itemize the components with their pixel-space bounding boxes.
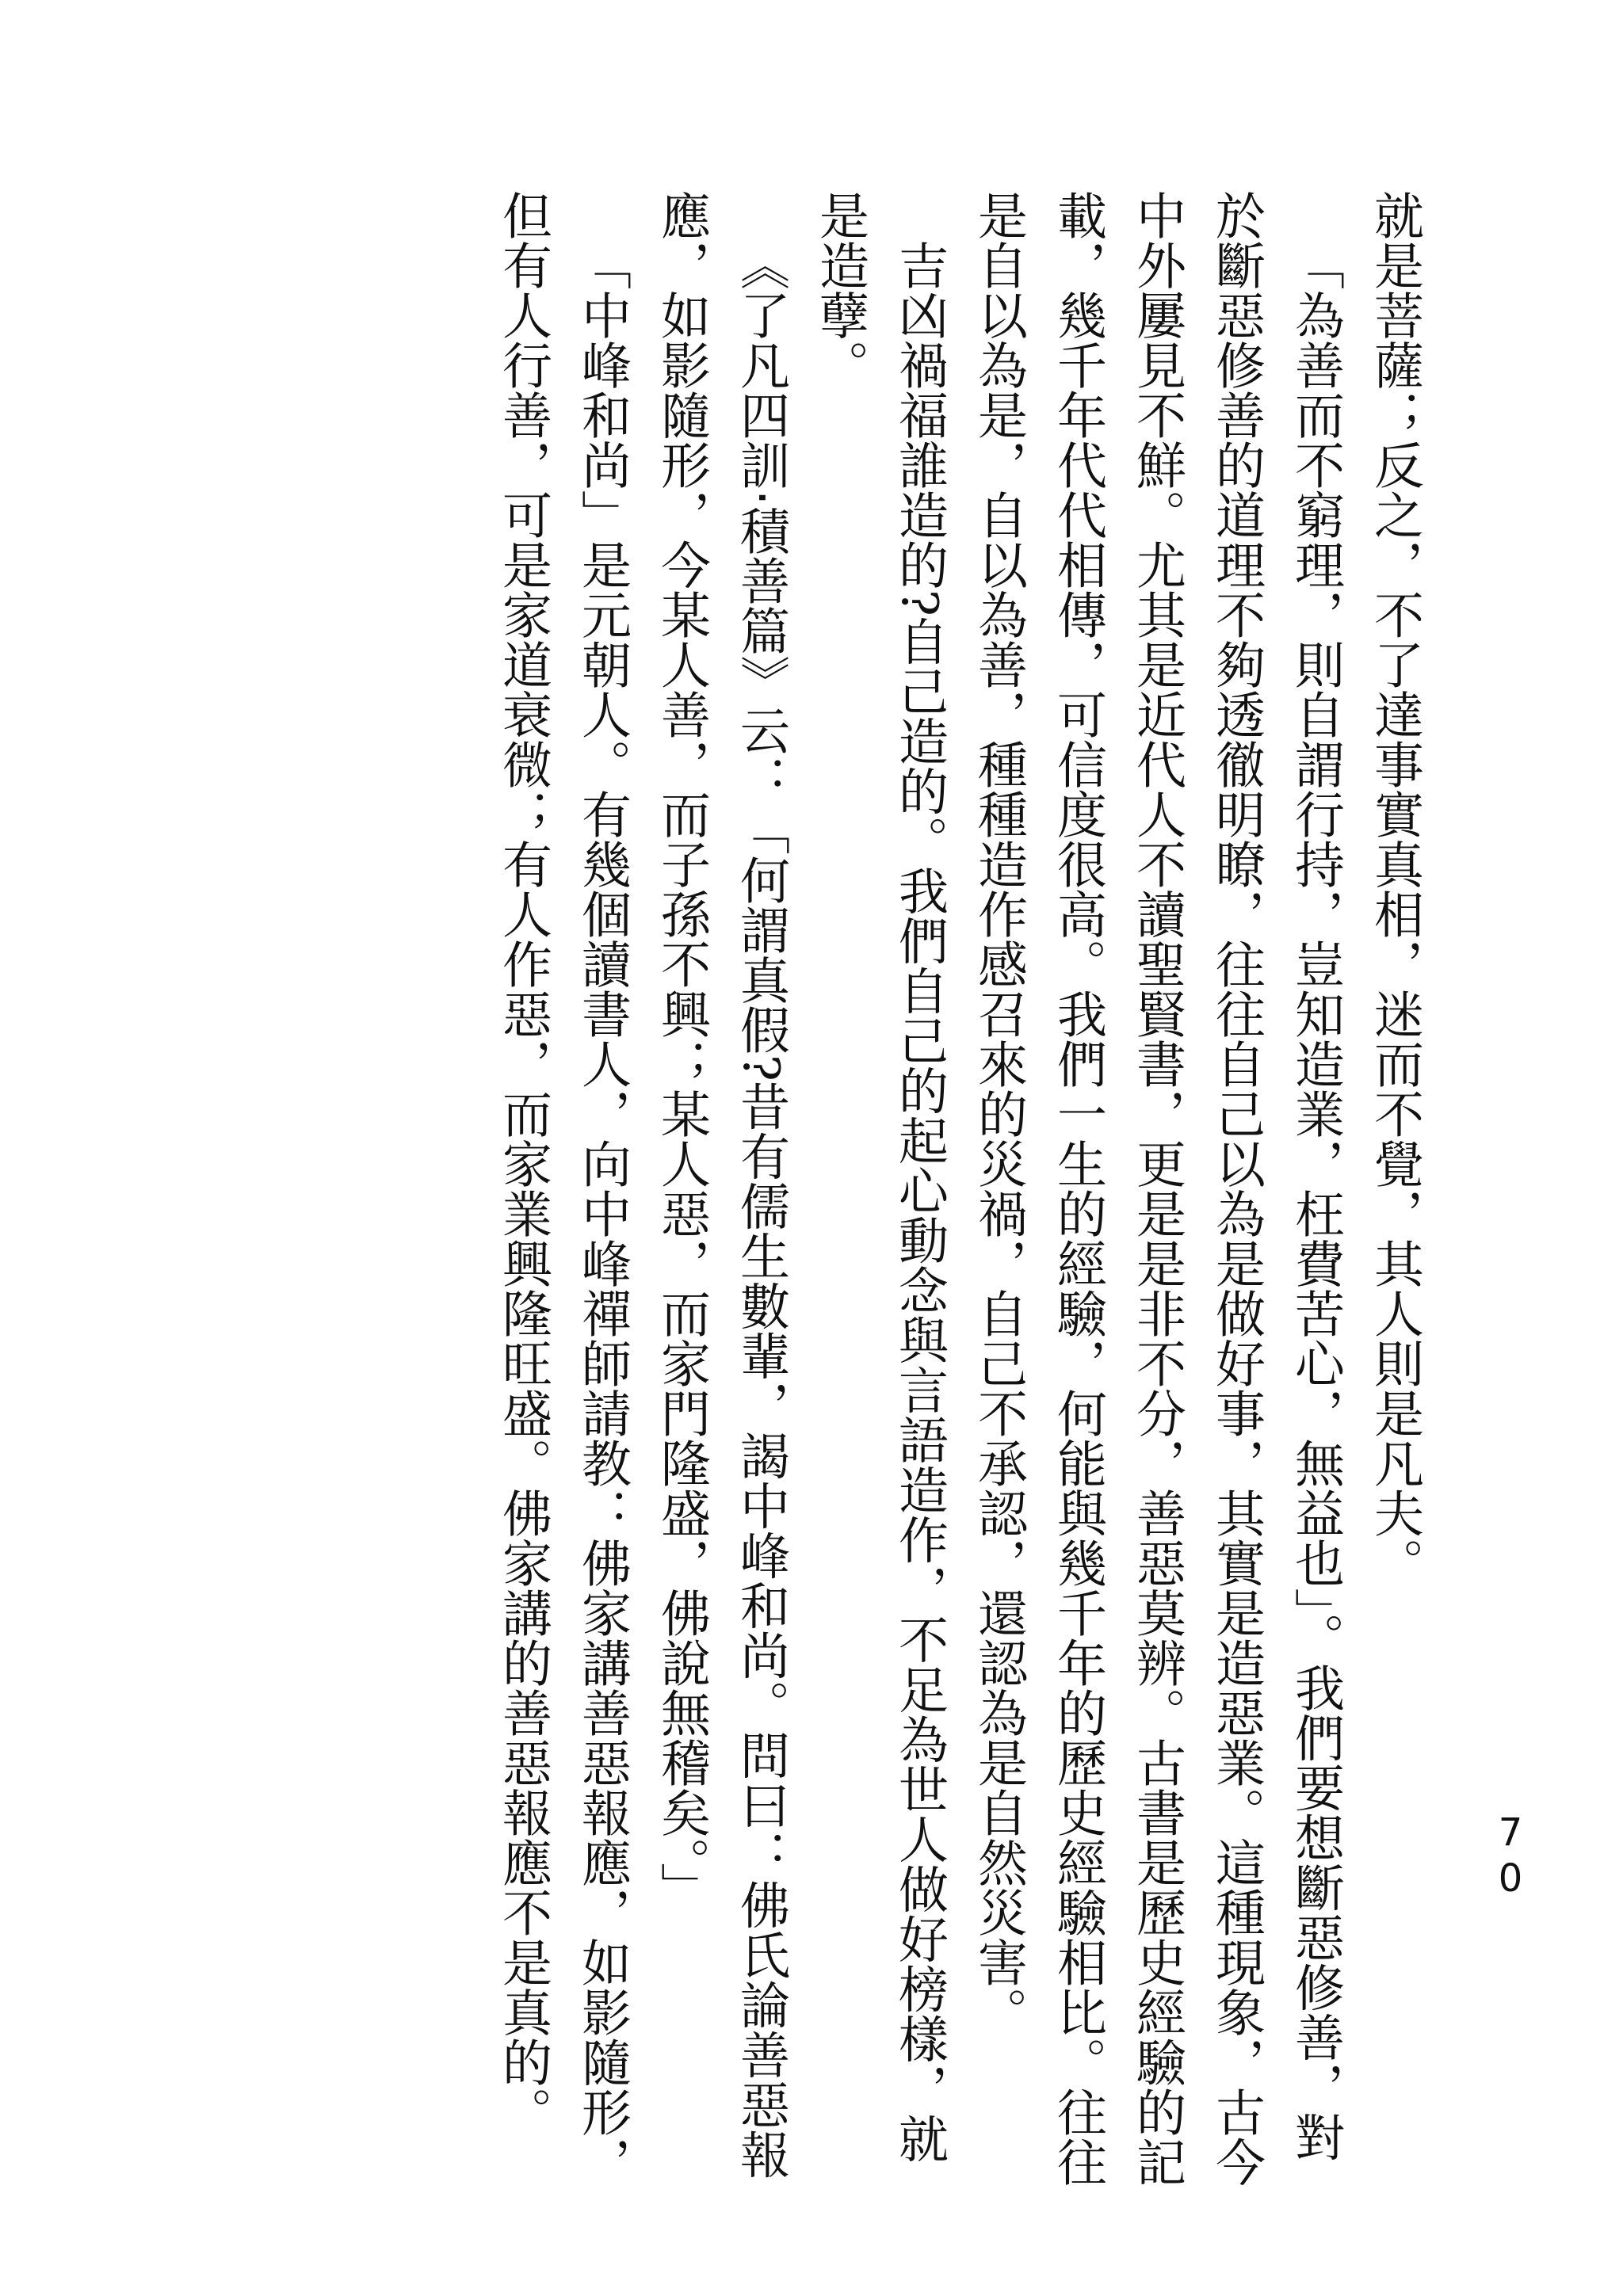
paragraph-5: 「中峰和尚」是元朝人。有幾個讀書人，向中峰禪師請教：佛家講善惡報應，如影隨形，但有人行善，可是家道衰微；有人作惡，而家業興隆旺盛。佛家講的善惡報應不是真的。 [495, 190, 632, 2187]
paragraph-1: 就是菩薩；反之，不了達事實真相，迷而不覺，其人則是凡夫。 [1366, 190, 1424, 1588]
paragraph-3: 吉凶禍福誰造的?自己造的。我們自己的起心動念與言語造作，不足為世人做好榜樣，就是造孽。 [812, 190, 949, 2164]
paragraph-4: 《了凡四訓‧積善篇》云：「何謂真假?昔有儒生數輩，謁中峰和尚。問曰：佛氏論善惡報應，如影隨形，今某人善，而子孫不興；某人惡，而家門隆盛，佛說無稽矣。」 [653, 190, 790, 2180]
paragraph-2: 「為善而不窮理，則自謂行持，豈知造業，枉費苦心，無益也」。我們要想斷惡修善，對於斷惡修善的道理不夠透徹明瞭，往往自己以為是做好事，其實是造惡業。這種現象，古今中外屢見不鮮。尤其是近代人不讀聖賢書，更是是非不分，善惡莫辨。古書是歷史經驗的記載，幾千年代代相傳，可信度很高。我們一生的經驗，何能與幾千年的歷史經驗相比。往往是自以為是，自以為善，種種造作感召來的災禍，自己不承認，還認為是自然災害。 [970, 190, 1345, 2187]
page-number: 70 [1488, 1810, 1533, 1902]
body-text [143, 190, 1434, 2203]
